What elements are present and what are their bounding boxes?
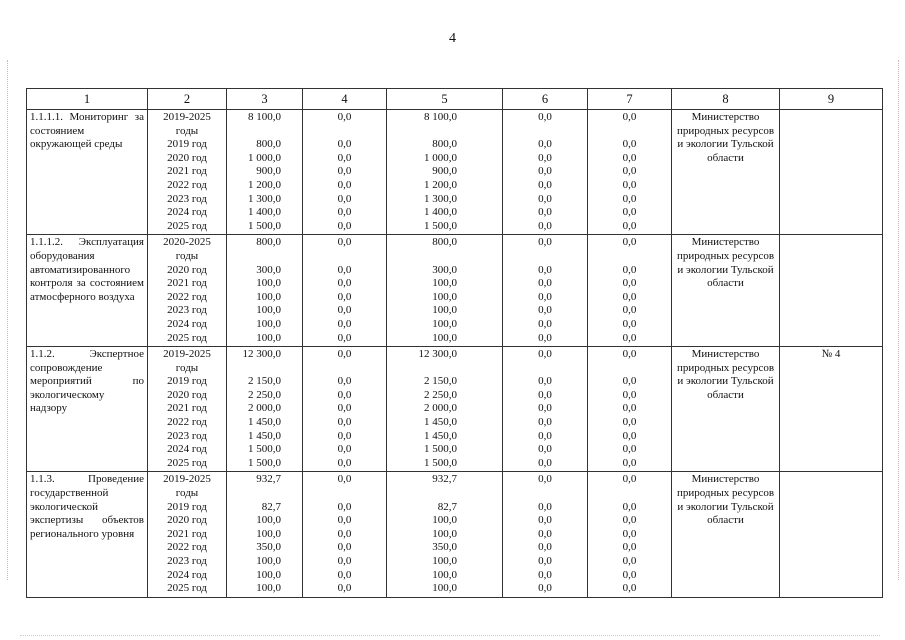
- period-line: 2022 год: [167, 541, 207, 554]
- measure-name-cell: 1.1.1.1. Мониторинг за состоянием окружающей среды: [27, 110, 148, 235]
- amount-cell-c5: [387, 235, 503, 347]
- measure-name-cell: 1.1.3. Проведение государственной экологической экспертизы объектов регионального уровня: [27, 472, 148, 597]
- amount-value: 0,0: [538, 375, 552, 388]
- amount-value: 0,0: [538, 138, 552, 151]
- amount-value: 0,0: [622, 429, 637, 442]
- amount-value: 82,7: [261, 500, 281, 513]
- amount-value: 0,0: [538, 165, 552, 178]
- period-line: 2024 год: [167, 443, 207, 456]
- period-line: 2024 год: [167, 568, 207, 581]
- amount-value: 100,0: [432, 568, 457, 581]
- amount-value: 2 150,0: [248, 375, 281, 388]
- amount-value: 0,0: [538, 206, 552, 219]
- amount-value: 0,0: [538, 388, 552, 401]
- amount-value: 0,0: [622, 178, 637, 191]
- period-line: 2025 год: [167, 331, 207, 344]
- amount-value: 100,0: [256, 514, 281, 527]
- amount-value: 1 500,0: [248, 456, 281, 469]
- amount-value: 0,0: [538, 236, 552, 249]
- amount-value: 1 300,0: [424, 192, 457, 205]
- amount-value: 0,0: [622, 348, 637, 361]
- amount-value: 0,0: [337, 111, 352, 123]
- amount-value: 0,0: [622, 402, 637, 415]
- amount-cell-c7: [588, 110, 672, 235]
- amount-value: 12 300,0: [418, 348, 457, 361]
- amount-value: 100,0: [256, 582, 281, 595]
- amount-value: 1 000,0: [248, 151, 281, 164]
- amount-value: 0,0: [337, 541, 352, 554]
- amount-value: 0,0: [622, 304, 637, 317]
- table-row: [27, 472, 883, 597]
- amount-value: [506, 125, 584, 139]
- amount-value: 0,0: [622, 151, 637, 164]
- amount-value: 0,0: [622, 192, 637, 205]
- amount-value: 100,0: [432, 290, 457, 303]
- amount-value: 0,0: [622, 582, 637, 595]
- amount-value: [591, 362, 668, 376]
- amount-value: 0,0: [538, 277, 552, 290]
- period-line: годы: [175, 124, 199, 137]
- amount-value: 8 100,0: [424, 111, 457, 123]
- period-line: 2020-2025: [163, 236, 211, 249]
- amount-value: 1 500,0: [248, 219, 281, 232]
- amount-value: [390, 125, 499, 139]
- header-cell: 6: [503, 89, 588, 110]
- amount-value: 1 450,0: [248, 416, 281, 429]
- amount-value: 0,0: [337, 527, 352, 540]
- amount-value: [306, 125, 383, 139]
- period-line: 2024 год: [167, 206, 207, 219]
- amount-value: [390, 362, 499, 376]
- header-cell: 1: [27, 89, 148, 110]
- amount-value: 1 500,0: [424, 219, 457, 232]
- amount-value: 100,0: [256, 304, 281, 317]
- amount-value: 800,0: [256, 138, 281, 151]
- period-line: 2019 год: [167, 500, 207, 513]
- budget-table: [26, 88, 883, 598]
- amount-cell-c6: [503, 110, 588, 235]
- period-line: 2019-2025: [163, 473, 211, 486]
- amount-value: 82,7: [437, 500, 457, 513]
- amount-value: 1 500,0: [424, 456, 457, 469]
- amount-cell-c3: [227, 110, 303, 235]
- amount-value: 0,0: [538, 402, 552, 415]
- amount-value: 1 500,0: [248, 443, 281, 456]
- amount-value: [306, 250, 383, 264]
- amount-value: 0,0: [538, 317, 552, 330]
- period-line: 2021 год: [167, 165, 207, 178]
- amount-value: 0,0: [337, 473, 352, 486]
- amount-value: 0,0: [538, 443, 552, 456]
- period-line: 2023 год: [167, 555, 207, 567]
- indicator-cell: № 4: [780, 347, 883, 472]
- amount-value: 0,0: [538, 263, 552, 276]
- amount-value: 1 300,0: [248, 192, 281, 205]
- amount-value: 0,0: [622, 568, 637, 581]
- amount-value: 800,0: [432, 236, 457, 249]
- amount-value: 300,0: [256, 263, 281, 276]
- amount-cell-c7: [588, 472, 672, 597]
- amount-value: 2 000,0: [248, 402, 281, 415]
- amount-value: 0,0: [622, 277, 637, 290]
- responsible-cell: Министерство природных ресурсов и экологии Тульской области: [672, 347, 780, 472]
- amount-value: [306, 362, 383, 376]
- measure-name-cell: 1.1.1.2. Эксплуатация оборудования автоматизированного контроля за состоянием атмосферного воздуха: [27, 235, 148, 347]
- period-line: 2022 год: [167, 290, 207, 303]
- amount-value: 0,0: [538, 290, 552, 303]
- amount-value: 0,0: [337, 568, 352, 581]
- period-line: 2019-2025: [163, 348, 211, 361]
- amount-value: 0,0: [622, 263, 637, 276]
- amount-cell-c4: [303, 110, 387, 235]
- amount-value: [390, 487, 499, 501]
- amount-value: 2 000,0: [424, 402, 457, 415]
- amount-value: 0,0: [538, 178, 552, 191]
- amount-value: 0,0: [622, 375, 637, 388]
- amount-value: 0,0: [337, 138, 352, 151]
- amount-value: 0,0: [622, 541, 637, 554]
- amount-value: 0,0: [337, 456, 352, 469]
- table-header-row: [27, 89, 883, 110]
- amount-value: 100,0: [256, 277, 281, 290]
- amount-value: 1 400,0: [424, 206, 457, 219]
- amount-value: 0,0: [622, 388, 637, 401]
- amount-value: 100,0: [256, 290, 281, 303]
- amount-value: 0,0: [337, 151, 352, 164]
- amount-cell-c6: [503, 472, 588, 597]
- amount-value: 300,0: [432, 263, 457, 276]
- amount-value: 0,0: [538, 151, 552, 164]
- amount-value: 350,0: [256, 541, 281, 554]
- period-line: 2019-2025: [163, 111, 211, 123]
- amount-value: 0,0: [622, 138, 637, 151]
- amount-cell-c5: [387, 110, 503, 235]
- amount-value: 350,0: [432, 541, 457, 554]
- amount-value: 0,0: [337, 165, 352, 178]
- amount-value: 0,0: [622, 443, 637, 456]
- period-line: 2019 год: [167, 138, 207, 151]
- amount-value: 0,0: [337, 582, 352, 595]
- amount-value: 0,0: [538, 527, 552, 540]
- period-line: 2025 год: [167, 456, 207, 469]
- period-line: 2021 год: [167, 402, 207, 415]
- amount-value: [306, 487, 383, 501]
- table-row: [27, 347, 883, 472]
- responsible-cell: Министерство природных ресурсов и экологии Тульской области: [672, 472, 780, 597]
- amount-value: 0,0: [538, 456, 552, 469]
- amount-value: 0,0: [337, 219, 352, 232]
- amount-value: [506, 250, 584, 264]
- amount-value: 0,0: [538, 582, 552, 595]
- amount-value: 0,0: [337, 277, 352, 290]
- amount-value: 0,0: [538, 348, 552, 361]
- amount-value: 0,0: [337, 290, 352, 303]
- amount-value: 100,0: [432, 527, 457, 540]
- amount-value: 0,0: [622, 555, 637, 567]
- amount-cell-c3: [227, 235, 303, 347]
- header-cell: 9: [780, 89, 883, 110]
- amount-value: 1 450,0: [248, 429, 281, 442]
- amount-value: 0,0: [337, 206, 352, 219]
- amount-value: 100,0: [432, 555, 457, 567]
- amount-cell-c3: [227, 472, 303, 597]
- amount-value: 0,0: [622, 500, 637, 513]
- period-line: 2023 год: [167, 429, 207, 442]
- amount-value: 800,0: [256, 236, 281, 249]
- amount-value: 0,0: [538, 555, 552, 567]
- amount-value: 0,0: [337, 514, 352, 527]
- header-cell: 7: [588, 89, 672, 110]
- header-cell: 3: [227, 89, 303, 110]
- amount-value: 0,0: [337, 178, 352, 191]
- amount-value: 1 200,0: [248, 178, 281, 191]
- amount-value: 0,0: [622, 331, 637, 344]
- period-line: 2021 год: [167, 527, 207, 540]
- amount-value: 12 300,0: [242, 348, 281, 361]
- amount-value: 1 450,0: [424, 416, 457, 429]
- amount-value: 100,0: [256, 568, 281, 581]
- amount-value: 100,0: [256, 331, 281, 344]
- header-cell: 5: [387, 89, 503, 110]
- period-line: 2021 год: [167, 277, 207, 290]
- amount-value: 0,0: [538, 192, 552, 205]
- amount-value: 0,0: [337, 236, 352, 249]
- amount-value: 0,0: [337, 555, 352, 567]
- right-margin-dots: [898, 60, 899, 580]
- header-cell: 4: [303, 89, 387, 110]
- amount-value: 0,0: [337, 317, 352, 330]
- amount-value: [591, 487, 668, 501]
- amount-value: 100,0: [432, 277, 457, 290]
- amount-value: 0,0: [622, 317, 637, 330]
- period-line: 2020 год: [167, 388, 207, 401]
- header-cell: 8: [672, 89, 780, 110]
- amount-value: 900,0: [432, 165, 457, 178]
- amount-value: 1 450,0: [424, 429, 457, 442]
- period-line: 2020 год: [167, 514, 207, 527]
- amount-value: 100,0: [432, 317, 457, 330]
- amount-value: 0,0: [337, 388, 352, 401]
- header-cell: 2: [148, 89, 227, 110]
- amount-value: [506, 362, 584, 376]
- amount-value: 0,0: [622, 219, 637, 232]
- amount-value: 0,0: [538, 500, 552, 513]
- page-number: 4: [449, 31, 456, 46]
- amount-value: 0,0: [538, 541, 552, 554]
- amount-value: 0,0: [538, 429, 552, 442]
- amount-value: 0,0: [337, 331, 352, 344]
- measure-name-cell: 1.1.2. Экспертное сопровождение мероприятий по экологическому надзору: [27, 347, 148, 472]
- period-line: 2022 год: [167, 416, 207, 429]
- period-line: 2025 год: [167, 582, 207, 595]
- responsible-cell: Министерство природных ресурсов и экологии Тульской области: [672, 235, 780, 347]
- period-line: 2023 год: [167, 304, 207, 317]
- amount-value: 1 200,0: [424, 178, 457, 191]
- amount-value: 100,0: [432, 582, 457, 595]
- amount-value: 0,0: [337, 375, 352, 388]
- amount-value: [591, 250, 668, 264]
- amount-cell-c5: [387, 472, 503, 597]
- amount-value: 0,0: [622, 290, 637, 303]
- amount-value: 2 250,0: [424, 388, 457, 401]
- amount-cell-c7: [588, 235, 672, 347]
- amount-value: 0,0: [538, 111, 552, 123]
- amount-value: 0,0: [622, 165, 637, 178]
- amount-value: 0,0: [622, 514, 637, 527]
- indicator-cell: [780, 235, 883, 347]
- amount-cell-c4: [303, 347, 387, 472]
- amount-value: 0,0: [337, 500, 352, 513]
- amount-value: 100,0: [256, 317, 281, 330]
- amount-value: [390, 250, 499, 264]
- amount-value: 0,0: [337, 416, 352, 429]
- period-cell: [148, 347, 227, 472]
- amount-value: [230, 487, 299, 501]
- amount-value: [591, 125, 668, 139]
- amount-value: 0,0: [337, 402, 352, 415]
- period-cell: [148, 472, 227, 597]
- amount-value: 100,0: [432, 331, 457, 344]
- amount-value: 932,7: [256, 473, 281, 486]
- amount-value: 0,0: [622, 206, 637, 219]
- amount-value: 1 500,0: [424, 443, 457, 456]
- bottom-margin-dots: [20, 635, 880, 636]
- amount-value: 0,0: [337, 348, 352, 361]
- period-line: 2020 год: [167, 151, 207, 164]
- amount-value: 8 100,0: [248, 111, 281, 123]
- amount-cell-c7: [588, 347, 672, 472]
- amount-value: 900,0: [256, 165, 281, 178]
- amount-value: 0,0: [337, 304, 352, 317]
- amount-value: 0,0: [538, 416, 552, 429]
- period-line: годы: [175, 361, 199, 374]
- amount-value: 0,0: [538, 304, 552, 317]
- period-line: годы: [175, 249, 199, 262]
- table-row: [27, 110, 883, 235]
- amount-value: 0,0: [622, 416, 637, 429]
- amount-value: 0,0: [337, 429, 352, 442]
- amount-value: [230, 125, 299, 139]
- amount-value: 0,0: [538, 514, 552, 527]
- period-cell: [148, 235, 227, 347]
- amount-value: 2 150,0: [424, 375, 457, 388]
- amount-value: [230, 250, 299, 264]
- amount-value: 1 000,0: [424, 151, 457, 164]
- period-line: 2019 год: [167, 375, 207, 388]
- responsible-cell: Министерство природных ресурсов и экологии Тульской области: [672, 110, 780, 235]
- amount-cell-c5: [387, 347, 503, 472]
- period-line: 2020 год: [167, 263, 207, 276]
- amount-value: 0,0: [538, 219, 552, 232]
- period-line: годы: [175, 487, 199, 500]
- amount-value: 0,0: [337, 192, 352, 205]
- amount-value: 100,0: [432, 514, 457, 527]
- amount-value: 100,0: [256, 555, 281, 567]
- table-row: [27, 235, 883, 347]
- amount-value: 0,0: [622, 236, 637, 249]
- indicator-cell: [780, 472, 883, 597]
- amount-value: 0,0: [538, 473, 552, 486]
- amount-value: 0,0: [538, 331, 552, 344]
- amount-value: [230, 362, 299, 376]
- amount-cell-c6: [503, 235, 588, 347]
- amount-cell-c6: [503, 347, 588, 472]
- amount-value: 0,0: [622, 456, 637, 469]
- indicator-cell: [780, 110, 883, 235]
- period-line: 2023 год: [167, 192, 207, 205]
- period-line: 2022 год: [167, 178, 207, 191]
- period-line: 2024 год: [167, 317, 207, 330]
- amount-value: 0,0: [337, 263, 352, 276]
- amount-value: 0,0: [337, 443, 352, 456]
- amount-value: 2 250,0: [248, 388, 281, 401]
- amount-value: 0,0: [538, 568, 552, 581]
- amount-value: 0,0: [622, 111, 637, 123]
- amount-value: 0,0: [622, 527, 637, 540]
- amount-value: 0,0: [622, 473, 637, 486]
- period-cell: [148, 110, 227, 235]
- period-line: 2025 год: [167, 219, 207, 232]
- amount-cell-c4: [303, 235, 387, 347]
- amount-cell-c4: [303, 472, 387, 597]
- amount-cell-c3: [227, 347, 303, 472]
- amount-value: [506, 487, 584, 501]
- amount-value: 100,0: [432, 304, 457, 317]
- amount-value: 932,7: [432, 473, 457, 486]
- left-margin-dots: [7, 60, 8, 580]
- amount-value: 100,0: [256, 527, 281, 540]
- amount-value: 800,0: [432, 138, 457, 151]
- amount-value: 1 400,0: [248, 206, 281, 219]
